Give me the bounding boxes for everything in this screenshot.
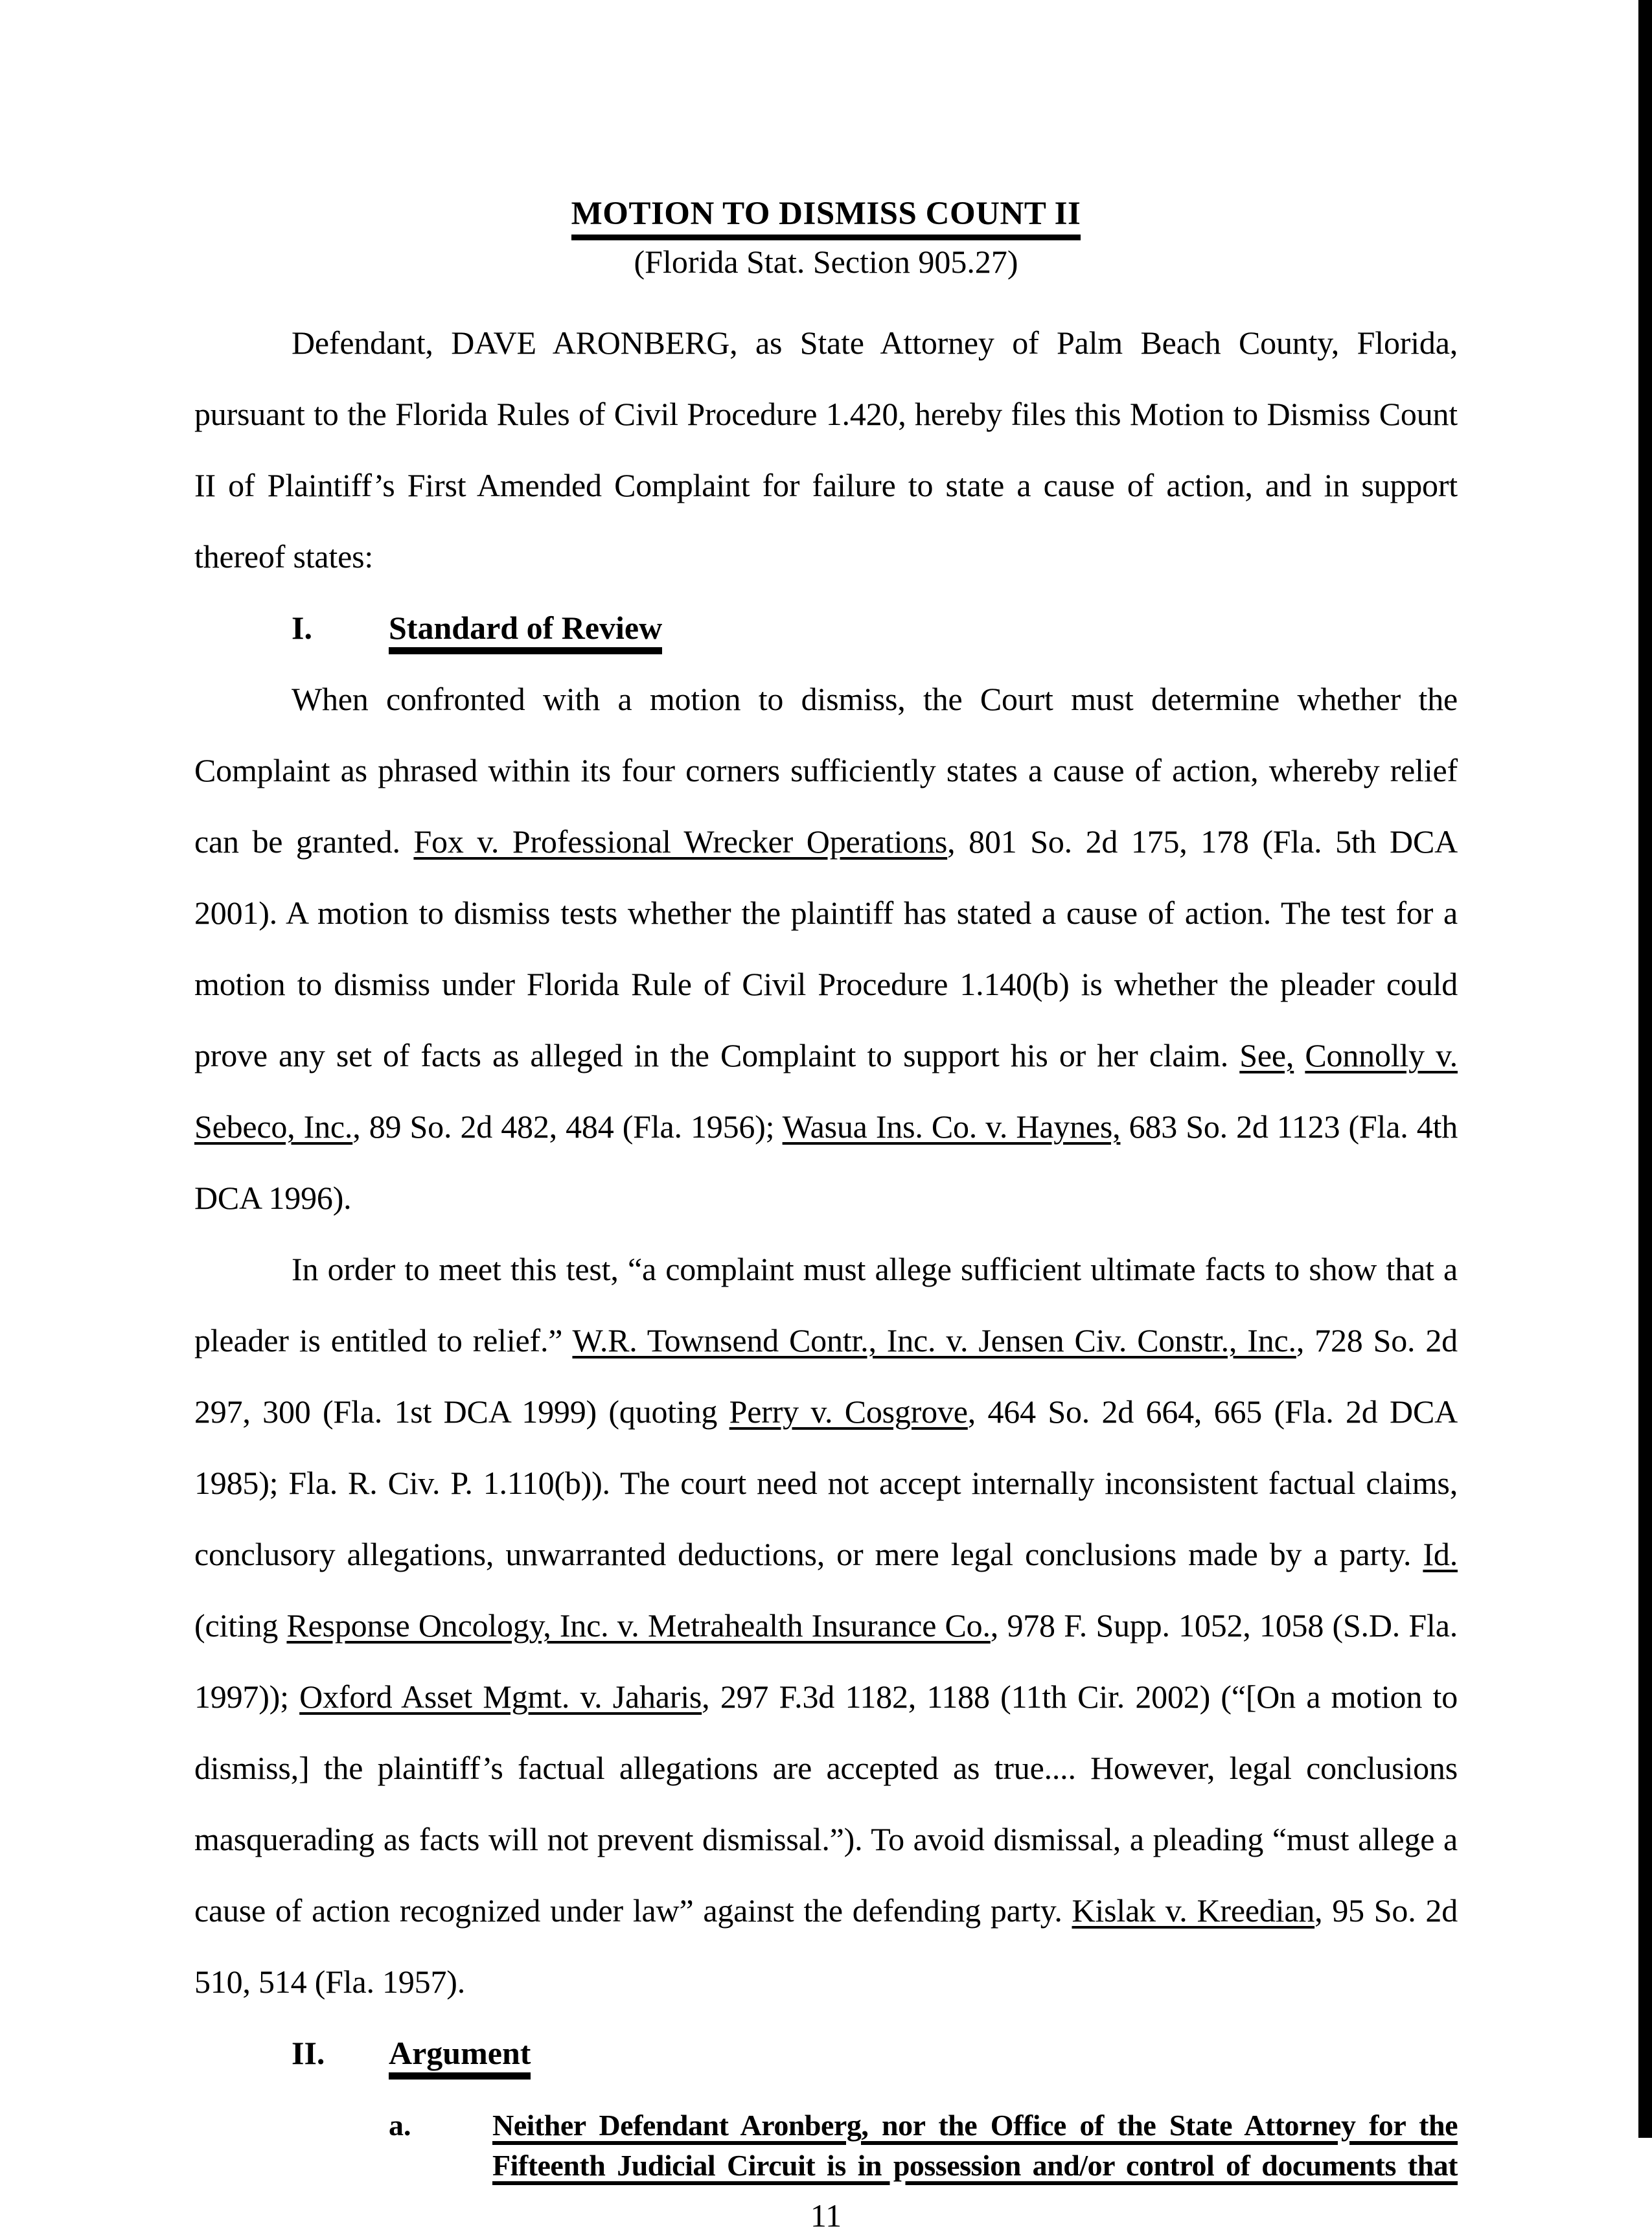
text-run: (citing — [194, 1607, 287, 1644]
text-run: In order to meet this test, “a complaint must allege sufficient ultimate facts to show that a pleader is entitled to relief.” — [194, 1251, 1458, 1358]
document-title — [194, 194, 1458, 233]
text-run: When confronted with a motion to dismiss, the Court must determine whether the Complaint as phrased within its four corners sufficiently states a cause of action, whereby relief can be granted. — [194, 681, 1458, 860]
text-run: Kislak v. Kreedian — [1072, 1892, 1315, 1929]
paragraph-standard-of-review-1 — [194, 663, 1458, 1233]
text-run: , 978 F. Supp. 1052, 1058 (S.D. Fla. 1997)); — [194, 1607, 1458, 1715]
section-heading-standard-of-review — [194, 592, 1458, 663]
text-run: , 801 So. 2d 175, 178 (Fla. 5th DCA 2001). A motion to dismiss tests whether the plaintiff has stated a cause of action. The test for a motion to dismiss under Florida Rule of Civil Procedure 1.140(b) is whether the pleader could prove any set of facts as alleged in the Complaint to support his or her claim. — [194, 823, 1458, 1073]
section-number: II. — [292, 2035, 325, 2071]
subpoint-text — [492, 2105, 1458, 2186]
scan-edge-strip — [1638, 0, 1652, 2138]
paragraph-standard-of-review-2 — [194, 1233, 1458, 2017]
text-run: Response Oncology, Inc. v. Metrahealth Insurance Co. — [286, 1607, 991, 1644]
text-run: Id. — [1423, 1536, 1458, 1572]
text-run: , 89 So. 2d 482, 484 (Fla. 1956); — [352, 1108, 783, 1145]
text-run: Fox v. Professional Wrecker Operations — [413, 823, 948, 860]
text-run: , 297 F.3d 1182, 1188 (11th Cir. 2002) (“[On a motion to dismiss,] the plaintiff’s factual allegations are accepted as true.... However, legal conclusions masquerading as facts will not prevent dismissal.”). To avoid dismissal, a pleading “must allege a cause of action recognized under law” against the defending party. — [194, 1679, 1458, 1929]
argument-subpoint-a — [194, 2105, 1458, 2186]
page-number: 11 — [810, 2197, 842, 2234]
document-subtitle: (Florida Stat. Section 905.27) — [634, 244, 1018, 280]
text-run: , 464 So. 2d 664, 665 (Fla. 2d DCA 1985); Fla. R. Civ. P. 1.110(b)). The court need not accept internally inconsistent factual claims, conclusory allegations, unwarranted deductions, or mere legal conclusions made by a party. — [194, 1393, 1458, 1572]
text-run: 683 So. 2d 1123 (Fla. 4th DCA 1996). — [194, 1108, 1458, 1216]
text-run: , 728 So. 2d 297, 300 (Fla. 1st DCA 1999) (quoting — [194, 1322, 1458, 1430]
section-label: Standard of Review — [389, 610, 662, 654]
document-content — [194, 194, 1458, 2235]
text-run: Connolly v. Sebeco, Inc. — [194, 1037, 1458, 1145]
text-run: Perry v. Cosgrove — [729, 1393, 968, 1430]
section-heading-argument — [194, 2017, 1458, 2089]
subpoint-text-line: Fifteenth Judicial Circuit is in possession and/or control of documents that — [492, 2149, 1458, 2182]
subpoint-marker: a. — [389, 2109, 411, 2142]
document-title-text: MOTION TO DISMISS COUNT II — [571, 196, 1081, 240]
paragraph-intro — [194, 307, 1458, 592]
text-run: Defendant, DAVE ARONBERG, as State Attorney of Palm Beach County, Florida, pursuant to the Florida Rules of Civil Procedure 1.420, hereby files this Motion to Dismiss Count II of Plaintiff’s First Amended Complaint for failure to state a cause of action, and in support thereof states: — [194, 325, 1458, 575]
text-run: W.R. Townsend Contr., Inc. v. Jensen Civ. Constr., Inc. — [572, 1322, 1296, 1358]
section-label: Argument — [389, 2035, 531, 2080]
section-number: I. — [292, 610, 312, 646]
text-run: Wasua Ins. Co. v. Haynes, — [782, 1108, 1121, 1145]
text-run: , 95 So. 2d 510, 514 (Fla. 1957). — [194, 1892, 1458, 2000]
text-run: Oxford Asset Mgmt. v. Jaharis — [299, 1679, 702, 1715]
subpoint-text-line: Neither Defendant Aronberg, nor the Office of the State Attorney for the — [492, 2109, 1458, 2142]
text-run — [1294, 1037, 1305, 1073]
text-run: See, — [1239, 1037, 1294, 1073]
